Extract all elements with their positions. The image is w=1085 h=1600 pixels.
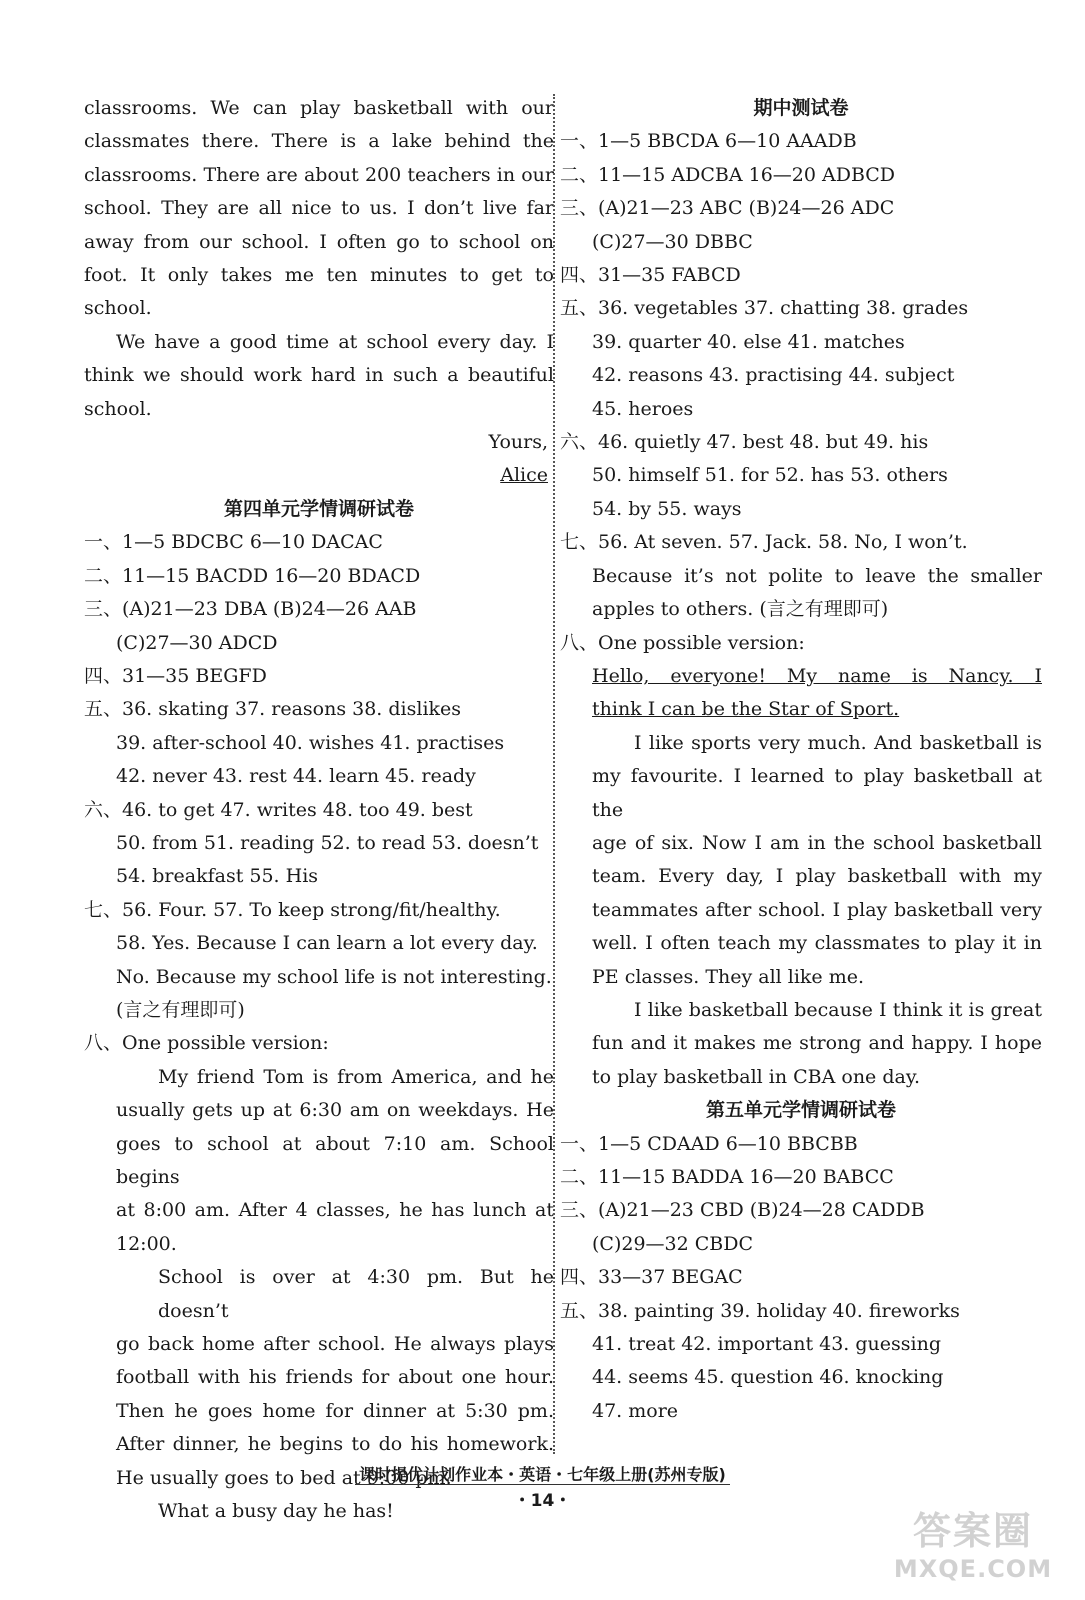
answer-line: 42. reasons 43. practising 44. subject — [592, 364, 955, 387]
answer-line: 四、31—35 FABCD — [560, 264, 741, 287]
answer-line: 三、(A)21—23 ABC (B)24—26 ADC — [560, 197, 895, 220]
section-heading-midterm: 期中测试卷 — [753, 97, 849, 119]
answer-line: 七、56. Four. 57. To keep strong/fit/healthy. — [84, 898, 501, 921]
answer-line: (言之有理即可) — [116, 998, 245, 1021]
essay-line: football with his friends for about one hour. — [116, 1366, 554, 1389]
answer-line: 三、(A)21—23 DBA (B)24—26 AAB — [84, 598, 417, 621]
essay-title-line: Hello, everyone! My name is Nancy. I — [592, 664, 1042, 687]
answer-line: 39. after-school 40. wishes 41. practises — [116, 731, 505, 754]
essay-line: Then he goes home for dinner at 5:30 pm. — [116, 1399, 554, 1422]
book-title — [0, 1462, 1085, 1485]
answer-line: 41. treat 42. important 43. guessing — [592, 1333, 942, 1356]
answer-line: 八、One possible version: — [560, 631, 805, 654]
answer-line: 五、36. vegetables 37. chatting 38. grades — [560, 297, 969, 320]
essay-line: He usually goes to bed at 9:00 pm. — [116, 1466, 452, 1489]
essay-line: usually gets up at 6:30 am on weekdays. He — [116, 1099, 554, 1122]
answer-line: 四、31—35 BEGFD — [84, 664, 267, 687]
text-line: classmates there. There is a lake behind the — [84, 130, 554, 153]
essay-line: teammates after school. I play basketball very — [592, 898, 1042, 921]
answer-line: No. Because my school life is not interesting. — [116, 965, 552, 988]
essay-line: fun and it makes me strong and happy. I hope — [592, 1032, 1042, 1055]
essay-line: well. I often teach my classmates to play it in — [592, 932, 1042, 955]
text-line: classrooms. We can play basketball with our — [84, 97, 554, 119]
answer-line: 四、33—37 BEGAC — [560, 1266, 743, 1289]
essay-line: team. Every day, I play basketball with my — [592, 865, 1042, 888]
essay-line: age of six. Now I am in the school basketball — [592, 831, 1042, 854]
text-line: school. They are all nice to us. I don’t live far — [84, 197, 554, 220]
answer-line: 39. quarter 40. else 41. matches — [592, 330, 905, 353]
text-line: classrooms. There are about 200 teachers in our — [84, 163, 554, 186]
essay-line: School is over at 4:30 pm. But he doesn’t — [158, 1266, 554, 1322]
answer-line: 二、11—15 BADDA 16—20 BABCC — [560, 1166, 894, 1188]
answer-line: 44. seems 45. question 46. knocking — [592, 1366, 944, 1389]
text-line: away from our school. I often go to school on — [84, 230, 554, 253]
answer-line: 一、1—5 CDAAD 6—10 BBCBB — [560, 1132, 858, 1155]
text-line: school. — [84, 397, 152, 420]
essay-line: goes to school at about 7:10 am. School begins — [116, 1132, 554, 1188]
answer-line: 二、11—15 BACDD 16—20 BDACD — [84, 564, 421, 587]
answer-line: Because it’s not polite to leave the smaller — [592, 564, 1042, 587]
answer-line: 一、1—5 BDCBC 6—10 DACAC — [84, 531, 383, 554]
answer-line: 42. never 43. rest 44. learn 45. ready — [116, 765, 476, 788]
answer-line: 六、46. quietly 47. best 48. but 49. his — [560, 431, 929, 454]
essay-line: PE classes. They all like me. — [592, 965, 865, 988]
answer-line: (C)29—32 CBDC — [592, 1232, 754, 1255]
answer-line: 三、(A)21—23 CBD (B)24—28 CADDB — [560, 1199, 925, 1222]
essay-line: go back home after school. He always plays — [116, 1333, 554, 1356]
answer-line: 47. more — [592, 1399, 679, 1422]
essay-line: at 8:00 am. After 4 classes, he has lunch at — [116, 1199, 554, 1222]
answer-line: 二、11—15 ADCBA 16—20 ADBCD — [560, 163, 896, 186]
section-heading-unit4: 第四单元学情调研试卷 — [223, 497, 414, 520]
right-column — [560, 92, 1042, 1428]
answer-line: 五、38. painting 39. holiday 40. fireworks — [560, 1299, 960, 1322]
essay-line: My friend Tom is from America, and he — [158, 1065, 554, 1088]
section-heading-unit5: 第五单元学情调研试卷 — [705, 1099, 896, 1122]
answer-line: 45. heroes — [592, 397, 694, 420]
answer-line: 八、One possible version: — [84, 1032, 329, 1055]
essay-line: to play basketball in CBA one day. — [592, 1065, 921, 1088]
essay-line: I like sports very much. And basketball is — [634, 731, 1042, 754]
answer-line: 54. by 55. ways — [592, 497, 742, 520]
signature-name: Alice — [500, 464, 548, 487]
text-line: We have a good time at school every day. I — [116, 330, 554, 353]
text-line: foot. It only takes me ten minutes to get to — [84, 264, 554, 287]
letter-signature — [84, 459, 554, 492]
watermark-logo — [883, 1500, 1063, 1590]
answer-line: apples to others. (言之有理即可) — [592, 598, 889, 621]
essay-title-line: think I can be the Star of Sport. — [592, 698, 900, 721]
column-divider — [553, 94, 555, 1454]
answer-line: 五、36. skating 37. reasons 38. dislikes — [84, 698, 462, 721]
essay-line: After dinner, he begins to do his homework. — [116, 1433, 554, 1456]
answer-line: (C)27—30 ADCD — [116, 631, 278, 654]
answer-line: 七、56. At seven. 57. Jack. 58. No, I won’t. — [560, 531, 968, 554]
watermark-url: MXQE.COM — [893, 1555, 1053, 1583]
essay-line: my favourite. I learned to play basketball at the — [592, 765, 1042, 821]
essay-line: I like basketball because I think it is great — [634, 998, 1042, 1021]
left-column — [84, 92, 554, 1528]
letter-closing: Yours, — [488, 431, 548, 454]
answer-line: 50. himself 51. for 52. has 53. others — [592, 464, 948, 487]
text-line: think we should work hard in such a beautiful — [84, 364, 554, 387]
answer-line: 50. from 51. reading 52. to read 53. doesn’t — [116, 831, 539, 854]
book-title-text: 课时提优计划作业本・英语・七年级上册(苏州专版) — [355, 1465, 730, 1485]
answer-line: (C)27—30 DBBC — [592, 230, 753, 253]
answer-line: 六、46. to get 47. writes 48. too 49. best — [84, 798, 473, 821]
page-number: ・14・ — [513, 1491, 572, 1511]
answer-line: 54. breakfast 55. His — [116, 865, 319, 888]
answer-line: 58. Yes. Because I can learn a lot every day. — [116, 932, 538, 955]
watermark-logo-text: 答案圈 — [912, 1509, 1033, 1553]
answer-line: 一、1—5 BBCDA 6—10 AAADB — [560, 130, 857, 153]
text-line: school. — [84, 297, 152, 320]
essay-line: 12:00. — [116, 1232, 177, 1255]
essay-line: What a busy day he has! — [158, 1500, 394, 1523]
